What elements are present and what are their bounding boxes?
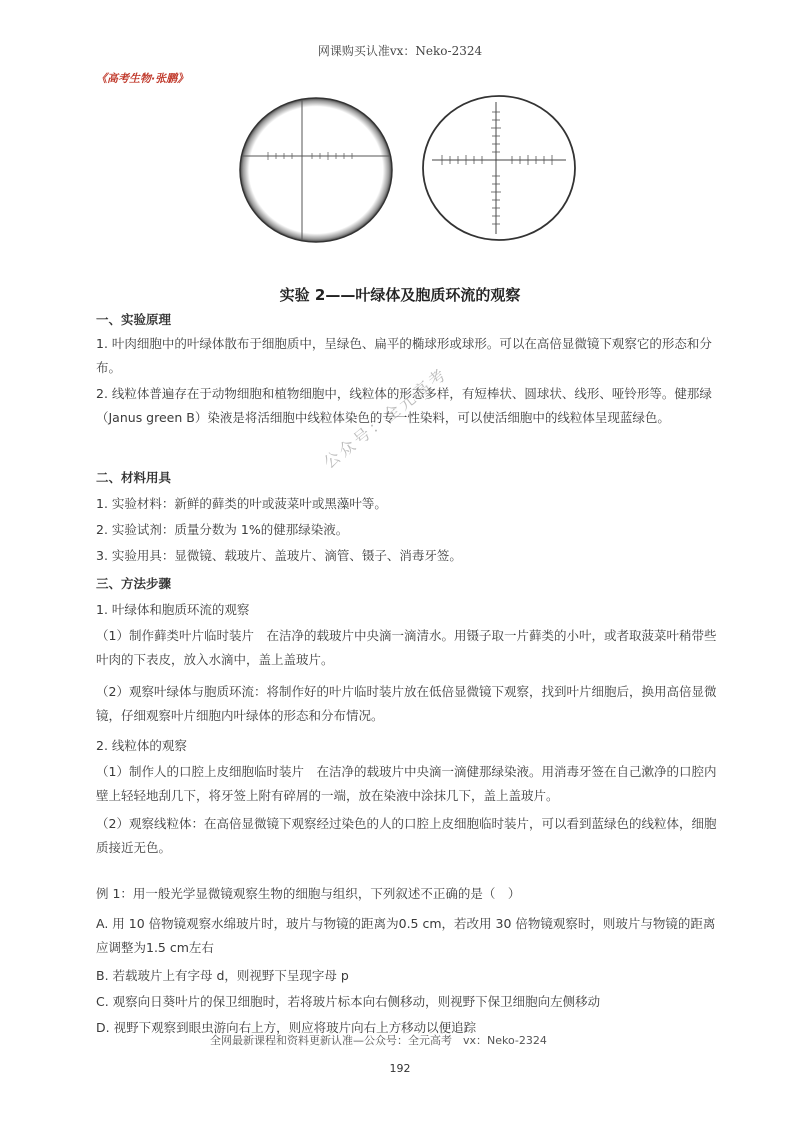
- section-heading-methods: 三、方法步骤: [96, 576, 172, 591]
- materials-item-2: 2. 实验试剂：质量分数为 1%的健那绿染液。: [96, 522, 349, 537]
- bottom-watermark: 全网最新课程和资料更新认准—公众号：全元高考 vx：Neko-2324: [210, 1034, 547, 1047]
- example-question-stem: 例 1：用一般光学显微镜观察生物的细胞与组织，下列叙述不正确的是（ ）: [96, 886, 521, 901]
- methods-paragraph-1: （1）制作藓类叶片临时装片 在洁净的载玻片中央滴一滴清水。用镊子取一片藓类的小叶，或者取菠菜叶稍带些叶肉的下表皮，放入水滴中，盖上盖玻片。: [96, 628, 717, 667]
- book-tag: 《高考生物·张鹏》: [96, 72, 189, 85]
- principle-paragraph-1: 1. 叶肉细胞中的叶绿体散布于细胞质中，呈绿色、扁平的椭球形或球形。可以在高倍显微镜下观察它的形态和分布。: [96, 336, 712, 375]
- option-c: C. 观察向日葵叶片的保卫细胞时，若将玻片标本向右侧移动，则视野下保卫细胞向左侧移动: [96, 994, 601, 1009]
- diagonal-watermark: 公众号：全元高考: [319, 363, 452, 473]
- section-heading-materials: 二、材料用具: [96, 470, 172, 485]
- option-a: A. 用 10 倍物镜观察水绵玻片时，玻片与物镜的距离为0.5 cm，若改用 30 倍物镜观察时，则玻片与物镜的距离应调整为1.5 cm左右: [96, 916, 716, 955]
- methods-subheading-2: 2. 线粒体的观察: [96, 738, 187, 753]
- methods-paragraph-3: （1）制作人的口腔上皮细胞临时装片 在洁净的载玻片中央滴一滴健那绿染液。用消毒牙签在自己漱净的口腔内壁上轻轻地刮几下，将牙签上附有碎屑的一端，放在染液中涂抹几下，盖上盖玻片。: [96, 764, 717, 803]
- methods-subheading-1: 1. 叶绿体和胞质环流的观察: [96, 602, 250, 617]
- principle-paragraph-2: 2. 线粒体普遍存在于动物细胞和植物细胞中，线粒体的形态多样，有短棒状、圆球状、线形、哑铃形等。健那绿（Janus green B）染液是将活细胞中线粒体染色的专一性染料，可以使活细胞中的线粒体呈现蓝绿色。: [96, 386, 712, 425]
- top-watermark: 网课购买认准vx：Neko-2324: [317, 44, 483, 58]
- methods-paragraph-4: （2）观察线粒体：在高倍显微镜下观察经过染色的人的口腔上皮细胞临时装片，可以看到蓝绿色的线粒体，细胞质接近无色。: [96, 816, 717, 855]
- micrometer-diagram-right: [416, 90, 582, 246]
- page-number: 192: [389, 1062, 411, 1075]
- section-heading-principle: 一、实验原理: [96, 312, 172, 327]
- methods-paragraph-2: （2）观察叶绿体与胞质环流：将制作好的叶片临时装片放在低倍显微镜下观察，找到叶片细胞后，换用高倍显微镜，仔细观察叶片细胞内叶绿体的形态和分布情况。: [96, 684, 717, 723]
- experiment-title: 实验 2——叶绿体及胞质环流的观察: [279, 286, 521, 304]
- micrometer-diagram-left: [228, 90, 404, 250]
- option-d: D. 视野下观察到眼虫游向右上方，则应将玻片向右上方移动以便追踪: [96, 1020, 477, 1035]
- materials-item-1: 1. 实验材料：新鲜的藓类的叶或菠菜叶或黑藻叶等。: [96, 496, 387, 511]
- materials-item-3: 3. 实验用具：显微镜、载玻片、盖玻片、滴管、镊子、消毒牙签。: [96, 548, 462, 563]
- option-b: B. 若载玻片上有字母 d，则视野下呈现字母 p: [96, 968, 349, 983]
